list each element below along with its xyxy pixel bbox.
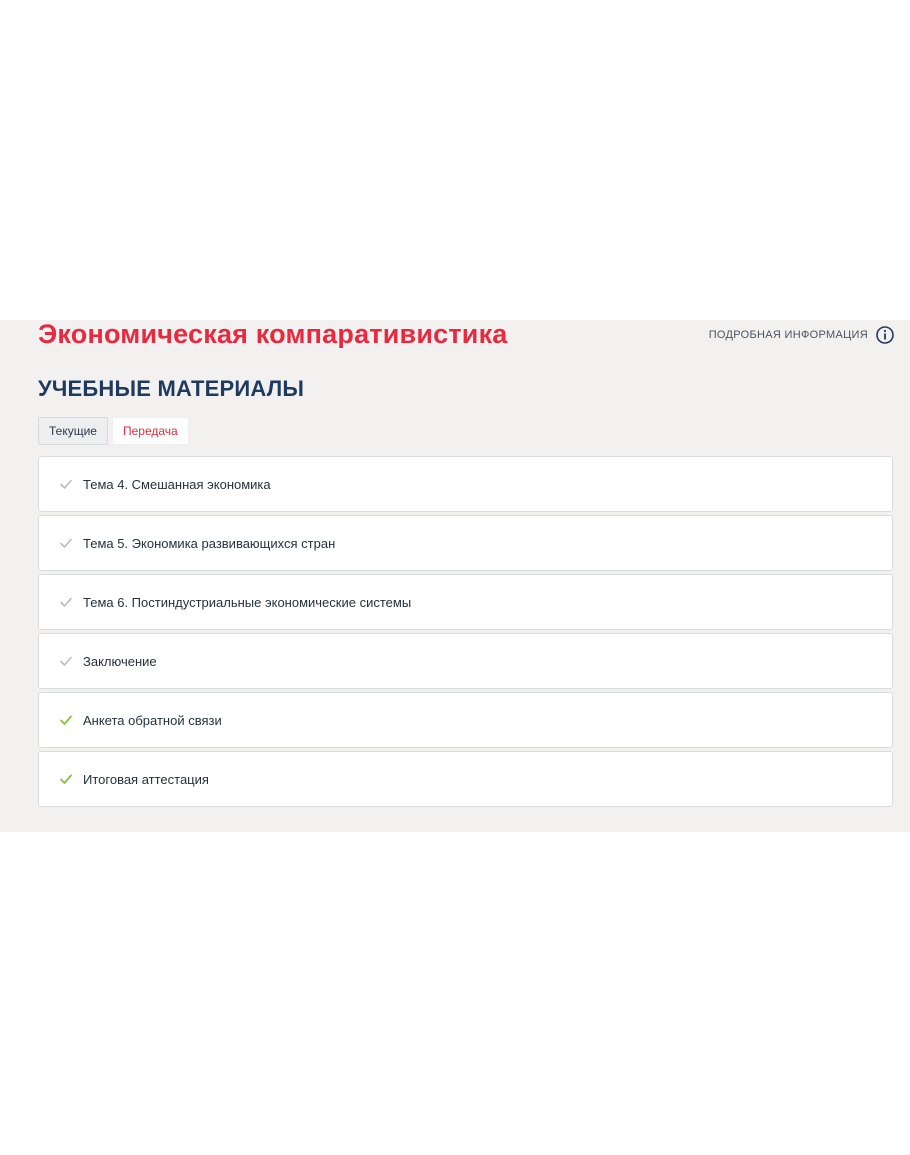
course-title: Экономическая компаративистика <box>38 320 508 348</box>
list-item-label: Тема 6. Постиндустриальные экономические системы <box>83 594 412 610</box>
course-panel <box>0 320 910 832</box>
list-item-label: Заключение <box>83 653 157 669</box>
tabs <box>38 417 189 445</box>
check-icon <box>59 477 73 491</box>
list-item-label: Итоговая аттестация <box>83 771 209 787</box>
list-item[interactable] <box>38 515 893 571</box>
list-item[interactable] <box>38 692 893 748</box>
tab-retake[interactable]: Передача <box>112 417 189 445</box>
materials-list <box>38 456 893 810</box>
list-item[interactable] <box>38 751 893 807</box>
check-icon <box>59 772 73 786</box>
details-link-label: ПОДРОБНАЯ ИНФОРМАЦИЯ <box>708 329 868 341</box>
check-icon <box>59 713 73 727</box>
list-item[interactable] <box>38 456 893 512</box>
list-item[interactable] <box>38 574 893 630</box>
check-icon <box>59 595 73 609</box>
check-icon <box>59 536 73 550</box>
details-link[interactable] <box>709 326 894 344</box>
check-icon <box>59 654 73 668</box>
list-item[interactable] <box>38 633 893 689</box>
tab-current[interactable]: Текущие <box>38 417 108 445</box>
section-title: УЧЕБНЫЕ МАТЕРИАЛЫ <box>38 376 305 401</box>
info-circle-icon <box>876 326 894 344</box>
list-item-label: Анкета обратной связи <box>83 712 222 728</box>
list-item-label: Тема 4. Смешанная экономика <box>83 476 271 492</box>
list-item-label: Тема 5. Экономика развивающихся стран <box>83 535 336 551</box>
